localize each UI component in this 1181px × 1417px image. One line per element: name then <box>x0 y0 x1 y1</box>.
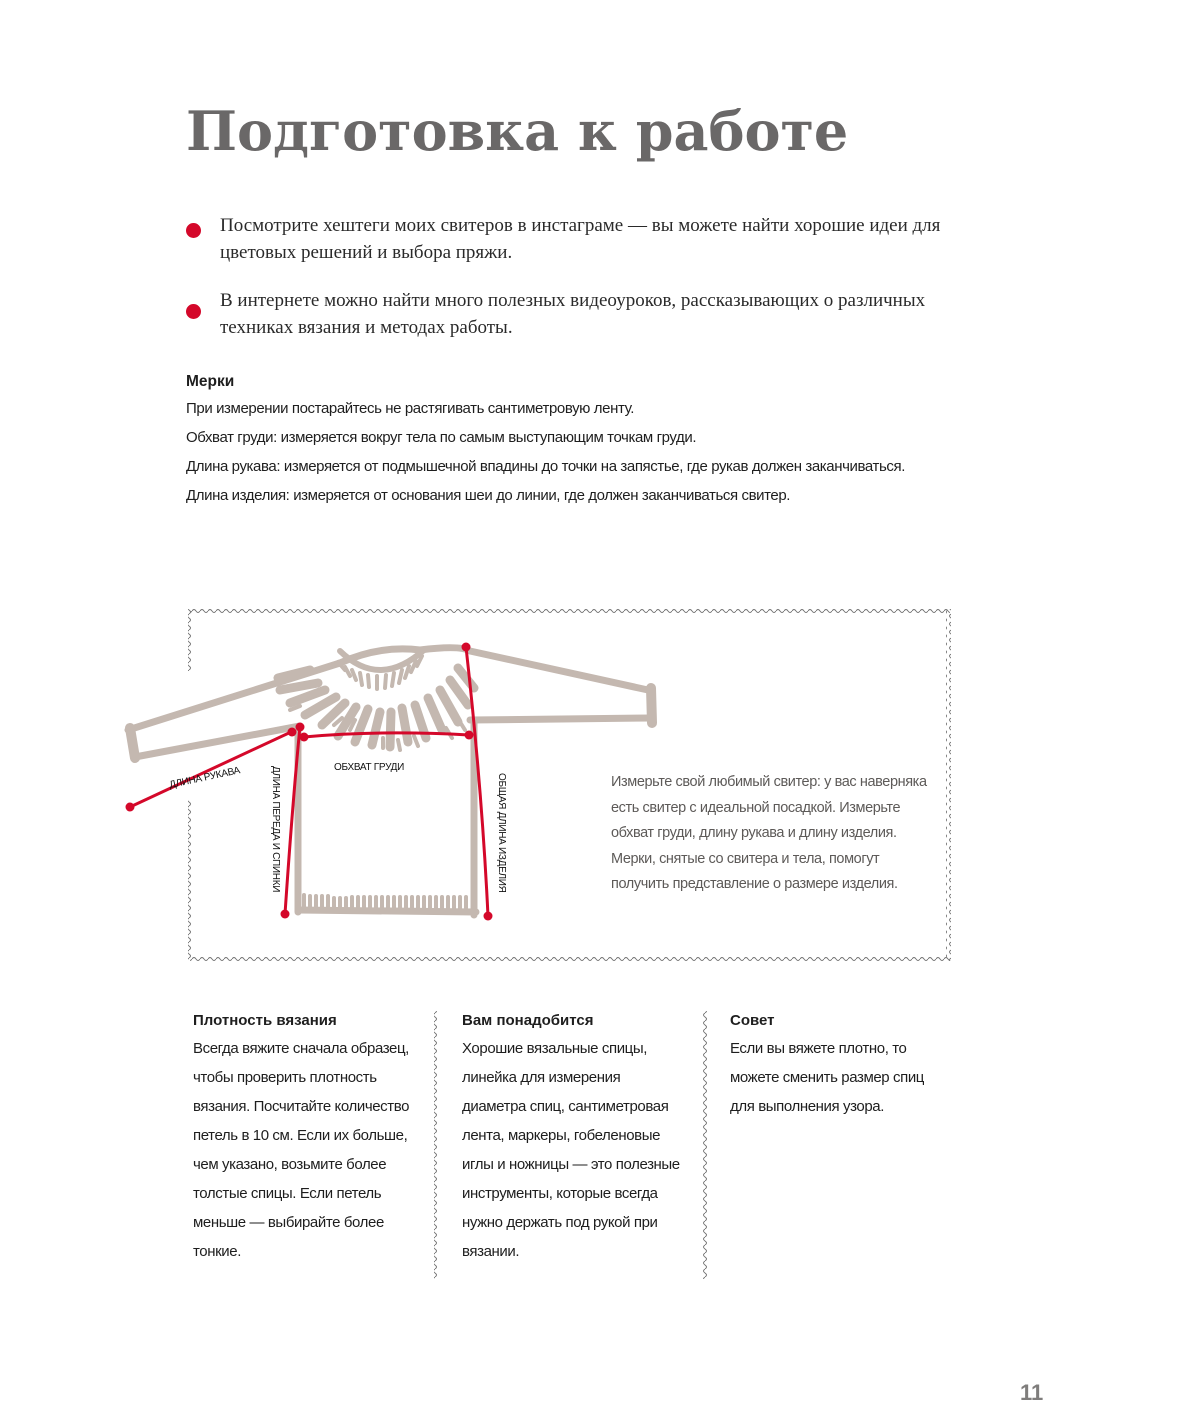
measure-point <box>296 723 305 732</box>
measure-point <box>484 912 493 921</box>
measure-point <box>300 733 309 742</box>
measure-point <box>465 731 474 740</box>
bullet-dot-icon <box>186 304 201 319</box>
column-text: Всегда вяжите сначала образец, чтобы проверить плотность вязания. Посчитайте количество петель в 10 см. Если их больше, чем указано, возьмите более толстые спицы. Если петель меньше — выбирайте более тонкие. <box>193 1040 410 1260</box>
measures-line: Длина рукава: измеряется от подмышечной впадины до точки на запястье, где рукав должен заканчиваться. <box>186 458 905 475</box>
frame-top-border <box>190 609 950 614</box>
measures-line: Обхват груди: измеряется вокруг тела по самым выступающим точкам груди. <box>186 429 697 446</box>
column-tip <box>730 1008 960 1121</box>
measure-point <box>288 728 297 737</box>
total-length-label: ОБЩАЯ ДЛИНА ИЗДЕЛИЯ <box>496 773 507 893</box>
measures-line: При измерении постарайтесь не растягивать сантиметровую ленту. <box>186 400 634 417</box>
column-divider <box>434 1011 439 1279</box>
column-heading: Плотность вязания <box>193 1012 337 1029</box>
measure-point <box>462 643 471 652</box>
column-heading: Вам понадобится <box>462 1012 594 1029</box>
column-tools <box>462 1008 692 1266</box>
frame-left-border-top <box>188 609 193 671</box>
front-back-length-label: ДЛИНА ПЕРЕДА И СПИНКИ <box>270 766 281 893</box>
page-number: 11 <box>1020 1380 1044 1405</box>
sweater-diagram <box>0 590 1181 980</box>
measures-heading: Мерки <box>186 373 235 390</box>
bullet-text: В интернете можно найти много полезных видеоуроков, рассказывающих о различных техниках вязания и методах работы. <box>220 290 926 338</box>
measures-section <box>186 370 966 510</box>
measure-point <box>281 910 290 919</box>
sleeve-length-label: ДЛИНА РУКАВА <box>168 765 241 791</box>
diagram-caption: Измерьте свой любимый свитер: у вас наверняка есть свитер с идеальной посадкой. Измерьте обхват груди, длину рукава и длину изделия. Мерки, снятые со свитера и тела, помогут получить представление о размере изделия. <box>611 774 927 892</box>
hem-ribbing <box>304 895 466 908</box>
page-title: Подготовка к работе <box>186 99 849 163</box>
measures-line: Длина изделия: измеряется от основания шеи до линии, где должен заканчиваться свитер. <box>186 487 791 504</box>
bullet-text: Посмотрите хештеги моих свитеров в инстаграме — вы можете найти хорошие идеи для цветовых решений и выбора пряжи. <box>220 215 941 263</box>
frame-bottom-border <box>190 957 950 962</box>
bullet-dot-icon <box>186 223 201 238</box>
measure-point <box>126 803 135 812</box>
column-gauge <box>193 1008 423 1266</box>
frame-left-border-bottom <box>188 800 193 960</box>
column-divider <box>703 1011 708 1279</box>
sweater-diagram-svg <box>0 590 1181 980</box>
chest-label: ОБХВАТ ГРУДИ <box>334 762 405 773</box>
column-text: Хорошие вязальные спицы, линейка для измерения диаметра спиц, сантиметровая лента, маркеры, гобеленовые иглы и ножницы — это полезные инструменты, которые всегда нужно держать под рукой при вязании. <box>462 1040 680 1260</box>
column-heading: Совет <box>730 1012 775 1029</box>
column-text: Если вы вяжете плотно, то можете сменить размер спиц для выполнения узора. <box>730 1040 924 1115</box>
frame-right-border <box>946 609 951 961</box>
